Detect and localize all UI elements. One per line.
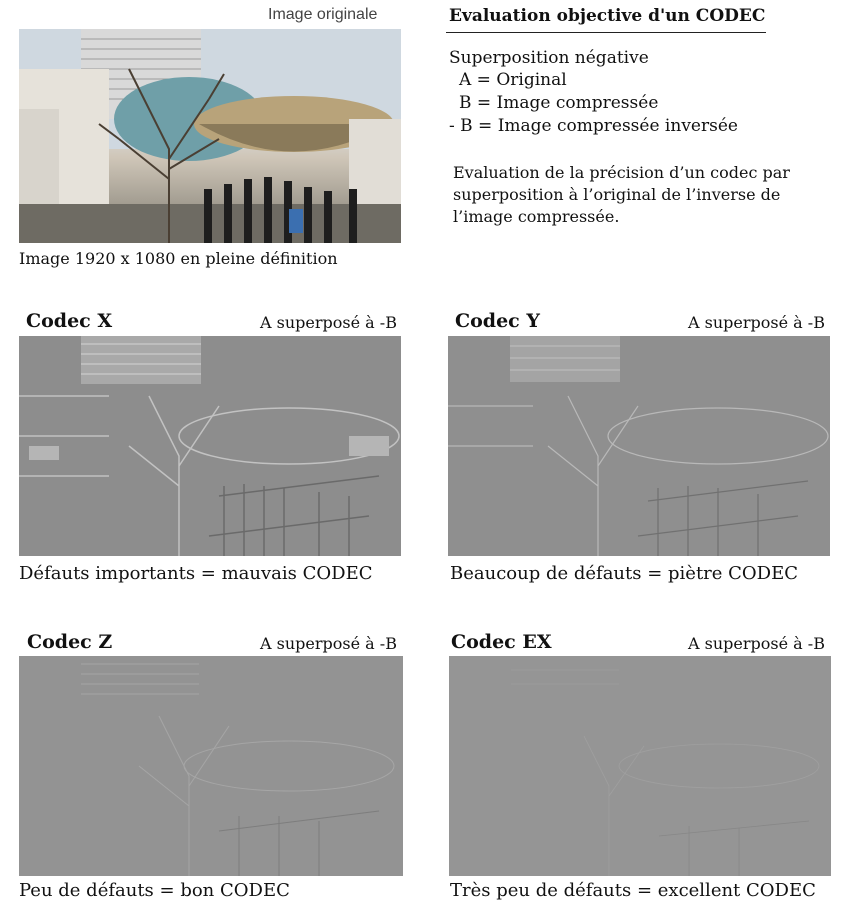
- codec-ex-image: [449, 656, 831, 876]
- codec-x-subtitle: A superposé à -B: [260, 313, 397, 332]
- original-image-label: Image originale: [268, 6, 378, 23]
- codec-ex-title: Codec EX: [451, 631, 552, 653]
- original-image-caption: Image 1920 x 1080 en pleine définition: [19, 249, 338, 268]
- evaluation-paragraph: [453, 162, 793, 228]
- codec-z-image: [19, 656, 403, 876]
- codec-z-title: Codec Z: [27, 631, 113, 653]
- definition-minus-b: - B = Image compressée inversée: [449, 116, 738, 136]
- definition-b: B = Image compressée: [459, 93, 659, 113]
- codec-x-difference-map: [19, 336, 401, 556]
- title-underline: [446, 32, 766, 33]
- codec-z-difference-map: [19, 656, 403, 876]
- original-photo-illustration: [19, 29, 401, 243]
- codec-y-caption: Beaucoup de défauts = piètre CODEC: [450, 563, 799, 584]
- evaluation-title: Evaluation objective d'un CODEC: [449, 6, 766, 26]
- paragraph-line: superposition à l’original de l’inverse de: [453, 185, 781, 204]
- codec-x-title: Codec X: [26, 310, 113, 332]
- codec-y-difference-map: [448, 336, 830, 556]
- paragraph-line: Evaluation de la précision d’un codec par: [453, 163, 790, 182]
- codec-y-title: Codec Y: [455, 310, 540, 332]
- codec-ex-subtitle: A superposé à -B: [688, 634, 825, 653]
- original-image: [19, 29, 401, 243]
- codec-z-caption: Peu de défauts = bon CODEC: [19, 880, 290, 901]
- codec-x-image: [19, 336, 401, 556]
- codec-x-caption: Défauts importants = mauvais CODEC: [19, 563, 373, 584]
- codec-ex-caption: Très peu de défauts = excellent CODEC: [450, 880, 816, 901]
- paragraph-line: l’image compressée.: [453, 207, 620, 226]
- codec-z-subtitle: A superposé à -B: [260, 634, 397, 653]
- codec-ex-difference-map: [449, 656, 831, 876]
- section-title: Superposition négative: [449, 48, 649, 68]
- codec-y-subtitle: A superposé à -B: [688, 313, 825, 332]
- codec-y-image: [448, 336, 830, 556]
- definition-a: A = Original: [459, 70, 567, 90]
